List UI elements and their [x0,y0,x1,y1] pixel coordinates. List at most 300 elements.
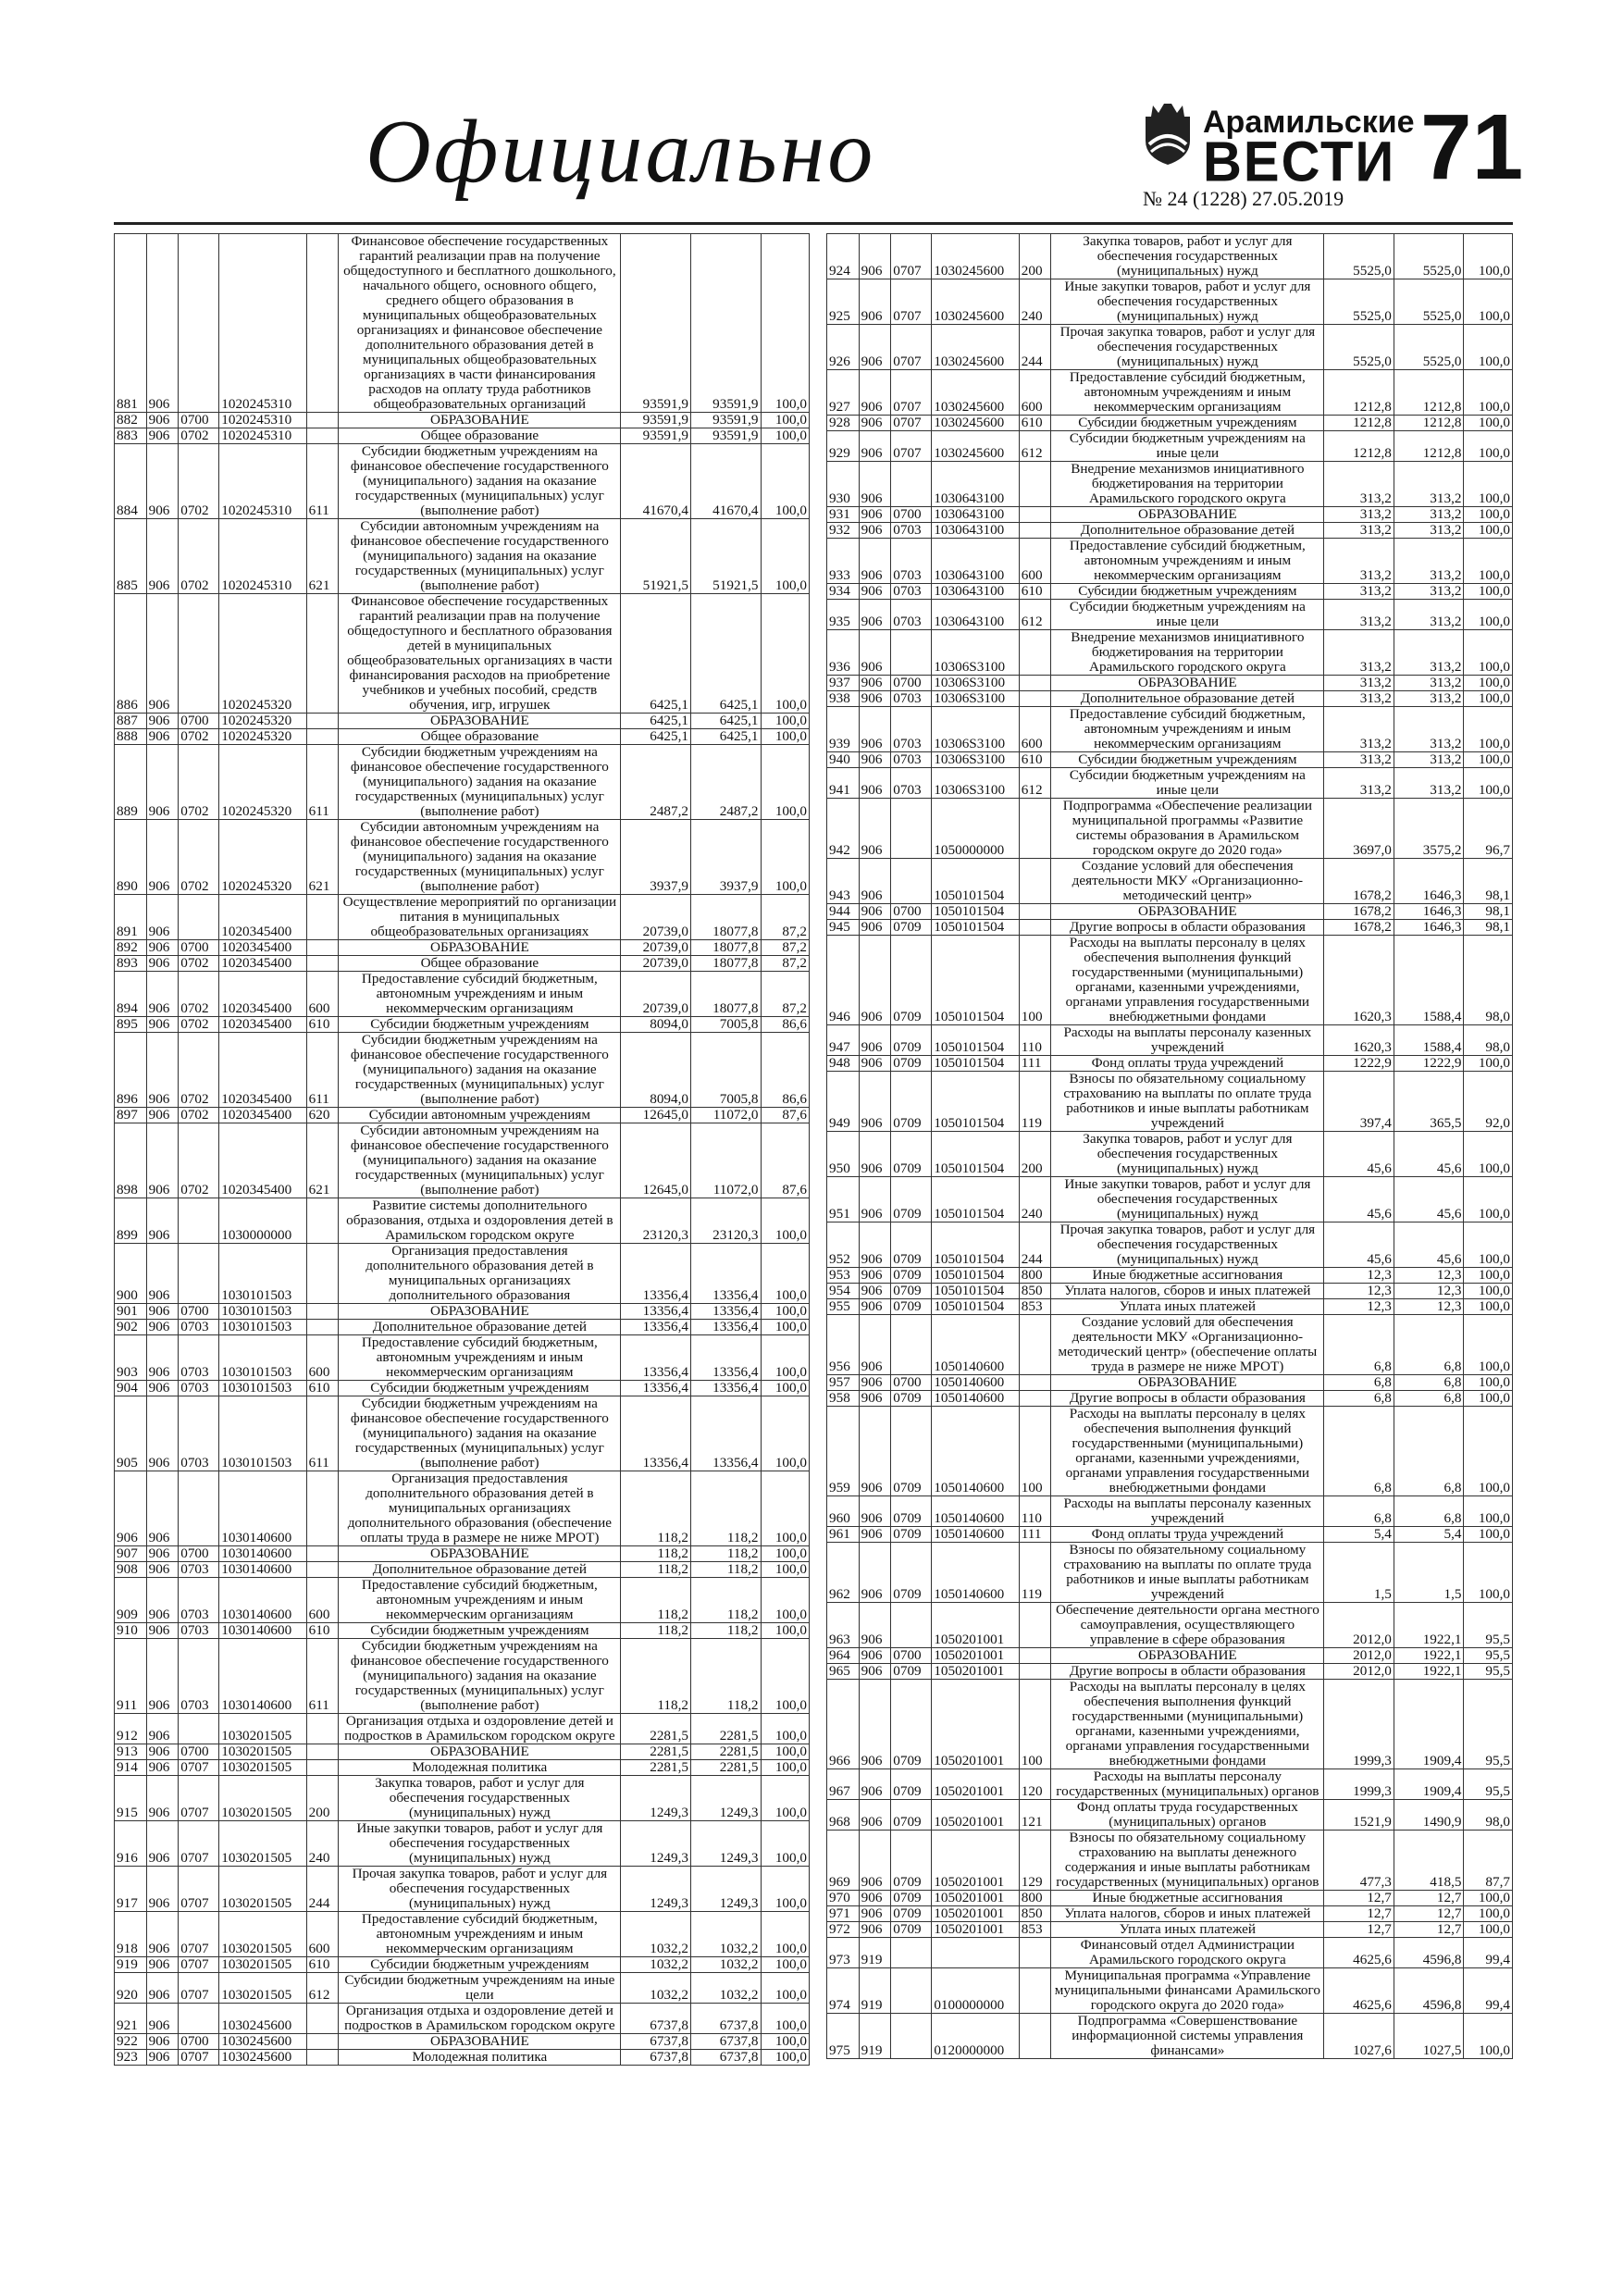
table-row [115,729,810,745]
admin-code: 906 [146,1912,179,1957]
expense-type: 611 [306,1033,339,1108]
expense-type [306,594,339,714]
target-code: 1030101503 [219,1244,306,1304]
planned-amount: 118,2 [621,1578,691,1623]
planned-amount: 1620,3 [1324,1025,1394,1056]
item-name: ОБРАЗОВАНИЕ [1051,676,1324,691]
section-code: 0709 [891,1222,932,1268]
target-code: 1030643100 [932,462,1019,507]
row-number: 974 [827,1968,860,2014]
section-code: 0703 [179,1381,219,1396]
row-number: 931 [827,507,860,523]
planned-amount: 6425,1 [621,729,691,745]
expense-type [1019,1315,1051,1375]
executed-amount: 2281,5 [691,1744,762,1760]
admin-code: 906 [146,519,179,594]
row-number: 890 [115,820,147,895]
admin-code: 906 [859,1527,891,1543]
executed-amount: 23120,3 [691,1198,762,1244]
admin-code: 906 [146,1244,179,1304]
target-code: 1030140600 [219,1562,306,1578]
section-code: 0700 [891,507,932,523]
table-row [827,1222,1513,1268]
table-row [827,1407,1513,1496]
executed-amount: 1027,5 [1394,2014,1464,2059]
item-name: Взносы по обязательному социальному страхованию на выплаты по оплате труда работников и иные выплаты работникам учреждений [1051,1543,1324,1603]
expense-type [1019,1938,1051,1968]
executed-amount: 11072,0 [691,1108,762,1123]
executed-amount: 313,2 [1394,507,1464,523]
item-name: Создание условий для обеспечения деятельности МКУ «Организационно-методический центр» [1051,859,1324,904]
planned-amount: 45,6 [1324,1222,1394,1268]
execution-percent: 100,0 [1464,279,1513,325]
planned-amount: 3697,0 [1324,799,1394,859]
executed-amount: 13356,4 [691,1381,762,1396]
item-name: Субсидии бюджетным учреждениям на иные цели [1051,600,1324,630]
executed-amount: 313,2 [1394,676,1464,691]
planned-amount: 13356,4 [621,1396,691,1471]
table-row [827,1177,1513,1222]
item-name: Прочая закупка товаров, работ и услуг для обеспечения государственных (муниципальных) нужд [339,1867,621,1912]
planned-amount: 397,4 [1324,1072,1394,1132]
table-row [827,768,1513,799]
table-row [115,2034,810,2050]
planned-amount: 2012,0 [1324,1603,1394,1648]
executed-amount: 5,4 [1394,1527,1464,1543]
admin-code: 906 [859,279,891,325]
target-code: 1020245310 [219,519,306,594]
section-code: 0700 [179,1304,219,1320]
table-row [827,799,1513,859]
executed-amount: 41670,4 [691,444,762,519]
item-name: Финансовое обеспечение государственных гарантий реализации прав на получение общедоступного и бесплатного образования детей в муниципальных общеобразовательных организациях в части финансирования расходов на приобретение учебников и учебных пособий, средств обучения, игр, игрушек [339,594,621,714]
planned-amount: 313,2 [1324,462,1394,507]
expense-type: 610 [306,1381,339,1396]
target-code: 1030101503 [219,1396,306,1471]
item-name: Иные закупки товаров, работ и услуг для обеспечения государственных (муниципальных) нужд [339,1821,621,1867]
row-number: 899 [115,1198,147,1244]
executed-amount: 45,6 [1394,1132,1464,1177]
target-code: 1050140600 [932,1496,1019,1527]
executed-amount: 118,2 [691,1623,762,1639]
planned-amount: 1032,2 [621,1973,691,2004]
execution-percent: 98,0 [1464,1800,1513,1831]
executed-amount: 13356,4 [691,1335,762,1381]
row-number: 884 [115,444,147,519]
admin-code: 906 [146,714,179,729]
expense-type: 853 [1019,1299,1051,1315]
admin-code: 906 [146,1714,179,1744]
row-number: 935 [827,600,860,630]
item-name: Субсидии бюджетным учреждениям на иные цели [339,1973,621,2004]
admin-code: 906 [859,370,891,416]
admin-code: 906 [859,1543,891,1603]
planned-amount: 1249,3 [621,1776,691,1821]
section-code: 0702 [179,972,219,1017]
planned-amount: 1678,2 [1324,904,1394,920]
target-code: 1030201505 [219,1912,306,1957]
table-row [115,1123,810,1198]
expense-type [306,940,339,956]
item-name: Субсидии бюджетным учреждениям [1051,584,1324,600]
expense-type [1019,1664,1051,1680]
admin-code: 906 [146,956,179,972]
execution-percent: 100,0 [1464,1527,1513,1543]
execution-percent: 100,0 [761,234,809,413]
target-code: 1050101504 [932,1222,1019,1268]
target-code: 1020345400 [219,940,306,956]
section-code: 0709 [891,1527,932,1543]
target-code: 10306S3100 [932,707,1019,752]
item-name: Организация предоставления дополнительного образования детей в муниципальных организациях дополнительного образования [339,1244,621,1304]
execution-percent: 100,0 [1464,507,1513,523]
section-code: 0709 [891,1284,932,1299]
item-name: Закупка товаров, работ и услуг для обеспечения государственных (муниципальных) нужд [1051,234,1324,279]
execution-percent: 100,0 [761,2004,809,2034]
item-name: Фонд оплаты труда учреждений [1051,1056,1324,1072]
item-name: ОБРАЗОВАНИЕ [339,1546,621,1562]
expense-type: 800 [1019,1891,1051,1906]
executed-amount: 6,8 [1394,1391,1464,1407]
target-code: 1050140600 [932,1543,1019,1603]
table-row [827,1496,1513,1527]
target-code: 1030201505 [219,1867,306,1912]
expense-type: 621 [306,820,339,895]
admin-code: 906 [146,1381,179,1396]
target-code: 1050140600 [932,1315,1019,1375]
row-number: 883 [115,428,147,444]
target-code: 1030643100 [932,523,1019,539]
row-number: 970 [827,1891,860,1906]
section-code: 0707 [179,1973,219,2004]
execution-percent: 100,0 [1464,1407,1513,1496]
section-code [891,1315,932,1375]
expense-type: 111 [1019,1056,1051,1072]
row-number: 892 [115,940,147,956]
row-number: 901 [115,1304,147,1320]
row-number: 902 [115,1320,147,1335]
planned-amount: 1999,3 [1324,1769,1394,1800]
execution-percent: 100,0 [1464,584,1513,600]
row-number: 965 [827,1664,860,1680]
executed-amount: 1249,3 [691,1776,762,1821]
planned-amount: 12,3 [1324,1299,1394,1315]
expense-type: 119 [1019,1543,1051,1603]
target-code: 1020245320 [219,714,306,729]
expense-type [306,1320,339,1335]
target-code: 1030245600 [932,416,1019,431]
executed-amount: 1032,2 [691,1957,762,1973]
section-code: 0707 [179,2050,219,2066]
admin-code: 906 [146,413,179,428]
execution-percent: 100,0 [761,1973,809,2004]
item-name: Общее образование [339,956,621,972]
executed-amount: 5525,0 [1394,234,1464,279]
row-number: 913 [115,1744,147,1760]
admin-code: 906 [859,768,891,799]
execution-percent: 100,0 [761,2034,809,2050]
planned-amount: 93591,9 [621,234,691,413]
executed-amount: 3937,9 [691,820,762,895]
item-name: Уплата иных платежей [1051,1922,1324,1938]
coat-of-arms-icon [1140,100,1196,167]
section-code: 0703 [179,1578,219,1623]
target-code: 0100000000 [932,1968,1019,2014]
section-code [179,895,219,940]
admin-code: 906 [146,2034,179,2050]
executed-amount: 6,8 [1394,1407,1464,1496]
section-code: 0703 [891,768,932,799]
expense-type [306,1198,339,1244]
item-name: Закупка товаров, работ и услуг для обеспечения государственных (муниципальных) нужд [1051,1132,1324,1177]
admin-code: 906 [146,2004,179,2034]
issue-info: № 24 (1228) 27.05.2019 [1143,187,1344,210]
admin-code: 906 [859,1391,891,1407]
admin-code: 906 [146,972,179,1017]
admin-code: 906 [146,2050,179,2066]
target-code: 1030201505 [219,1744,306,1760]
table-row [827,1603,1513,1648]
table-row [115,1867,810,1912]
item-name: ОБРАЗОВАНИЕ [1051,904,1324,920]
row-number: 972 [827,1922,860,1938]
admin-code: 906 [146,1957,179,1973]
executed-amount: 6425,1 [691,714,762,729]
item-name: Субсидии бюджетным учреждениям на финансовое обеспечение государственного (муниципального) задания на оказание государственных (муниципальных) услуг (выполнение работ) [339,1639,621,1714]
item-name: Молодежная политика [339,2050,621,2066]
table-row [827,752,1513,768]
target-code: 1050101504 [932,1177,1019,1222]
row-number: 956 [827,1315,860,1375]
expense-type: 244 [306,1867,339,1912]
executed-amount: 118,2 [691,1471,762,1546]
expense-type [306,714,339,729]
executed-amount: 313,2 [1394,523,1464,539]
row-number: 916 [115,1821,147,1867]
admin-code: 906 [146,1471,179,1546]
item-name: Расходы на выплаты персоналу государственных (муниципальных) органов [1051,1769,1324,1800]
table-row [115,895,810,940]
expense-type [306,1244,339,1304]
row-number: 898 [115,1123,147,1198]
target-code: 1050101504 [932,920,1019,936]
item-name: Субсидии автономным учреждениям на финансовое обеспечение государственного (муниципального) задания на оказание государственных (муниципальных) услуг (выполнение работ) [339,820,621,895]
execution-percent: 100,0 [761,1623,809,1639]
section-code: 0709 [891,1680,932,1769]
section-code: 0709 [891,936,932,1025]
admin-code: 906 [859,1800,891,1831]
expense-type [1019,1648,1051,1664]
executed-amount: 1212,8 [1394,416,1464,431]
row-number: 896 [115,1033,147,1108]
item-name: Субсидии бюджетным учреждениям [339,1381,621,1396]
item-name: Субсидии бюджетным учреждениям на финансовое обеспечение государственного (муниципального) задания на оказание государственных (муниципальных) услуг (выполнение работ) [339,745,621,820]
section-code: 0703 [179,1623,219,1639]
planned-amount: 1249,3 [621,1821,691,1867]
target-code: 10306S3100 [932,630,1019,676]
planned-amount: 1027,6 [1324,2014,1394,2059]
executed-amount: 1212,8 [1394,431,1464,462]
section-code [891,1968,932,2014]
item-name: Субсидии бюджетным учреждениям [1051,416,1324,431]
executed-amount: 1490,9 [1394,1800,1464,1831]
table-row [827,1315,1513,1375]
planned-amount: 51921,5 [621,519,691,594]
execution-percent: 100,0 [1464,325,1513,370]
planned-amount: 12,3 [1324,1268,1394,1284]
page-number: 71 [1420,95,1524,199]
target-code: 1020245310 [219,413,306,428]
target-code: 1030643100 [932,539,1019,584]
item-name: Дополнительное образование детей [1051,691,1324,707]
execution-percent: 92,0 [1464,1072,1513,1132]
planned-amount: 118,2 [621,1639,691,1714]
section-code: 0709 [891,1922,932,1938]
executed-amount: 2487,2 [691,745,762,820]
admin-code: 906 [859,1496,891,1527]
item-name: Финансовый отдел Администрации Арамильского городского округа [1051,1938,1324,1968]
row-number: 933 [827,539,860,584]
table-row [115,594,810,714]
admin-code: 906 [859,325,891,370]
execution-percent: 100,0 [761,729,809,745]
row-number: 967 [827,1769,860,1800]
execution-percent: 100,0 [1464,1922,1513,1938]
admin-code: 906 [859,600,891,630]
execution-percent: 100,0 [1464,462,1513,507]
executed-amount: 1032,2 [691,1912,762,1957]
executed-amount: 5525,0 [1394,279,1464,325]
table-row [115,1744,810,1760]
section-code: 0709 [891,1906,932,1922]
target-code: 1030140600 [219,1546,306,1562]
item-name: Фонд оплаты труда учреждений [1051,1527,1324,1543]
target-code: 1050201001 [932,1800,1019,1831]
admin-code: 906 [146,1760,179,1776]
section-code: 0702 [179,519,219,594]
execution-percent: 98,1 [1464,920,1513,936]
executed-amount: 313,2 [1394,600,1464,630]
admin-code: 906 [859,431,891,462]
row-number: 947 [827,1025,860,1056]
planned-amount: 6737,8 [621,2004,691,2034]
planned-amount: 4625,6 [1324,1968,1394,2014]
execution-percent: 100,0 [761,1546,809,1562]
planned-amount: 2281,5 [621,1744,691,1760]
section-code: 0700 [179,2034,219,2050]
section-code [891,859,932,904]
section-code: 0700 [891,904,932,920]
item-name: ОБРАЗОВАНИЕ [1051,1648,1324,1664]
target-code: 1020245320 [219,594,306,714]
execution-percent: 100,0 [1464,1177,1513,1222]
expense-type [1019,462,1051,507]
table-row [115,1335,810,1381]
target-code: 1020345400 [219,1108,306,1123]
page-header [0,0,1623,236]
table-row [115,1546,810,1562]
section-code [891,2014,932,2059]
expense-type [1019,859,1051,904]
item-name: Субсидии автономным учреждениям на финансовое обеспечение государственного (муниципального) задания на оказание государственных (муниципальных) услуг (выполнение работ) [339,1123,621,1198]
target-code: 1050201001 [932,1922,1019,1938]
executed-amount: 4596,8 [1394,1968,1464,2014]
execution-percent: 100,0 [761,519,809,594]
section-code: 0702 [179,1033,219,1108]
admin-code: 906 [146,1198,179,1244]
row-number: 929 [827,431,860,462]
executed-amount: 313,2 [1394,462,1464,507]
planned-amount: 1222,9 [1324,1056,1394,1072]
planned-amount: 1032,2 [621,1957,691,1973]
table-row [827,1938,1513,1968]
section-code: 0702 [179,745,219,820]
planned-amount: 6425,1 [621,714,691,729]
item-name: Взносы по обязательному социальному страхованию на выплаты по оплате труда работников и иные выплаты работникам учреждений [1051,1072,1324,1132]
expense-type: 621 [306,1123,339,1198]
target-code: 1050201001 [932,1664,1019,1680]
section-code: 0703 [891,584,932,600]
table-row [827,523,1513,539]
executed-amount: 11072,0 [691,1123,762,1198]
executed-amount: 313,2 [1394,768,1464,799]
expense-type [306,1304,339,1320]
expense-type [1019,1375,1051,1391]
item-name: Подпрограмма «Совершенствование информационной системы управления финансами» [1051,2014,1324,2059]
planned-amount: 1678,2 [1324,920,1394,936]
item-name: Фонд оплаты труда государственных (муниципальных) органов [1051,1800,1324,1831]
row-number: 925 [827,279,860,325]
executed-amount: 45,6 [1394,1222,1464,1268]
row-number: 895 [115,1017,147,1033]
expense-type: 800 [1019,1268,1051,1284]
section-code [891,1938,932,1968]
planned-amount: 45,6 [1324,1132,1394,1177]
planned-amount: 20739,0 [621,895,691,940]
target-code: 1030140600 [219,1471,306,1546]
item-name: Уплата налогов, сборов и иных платежей [1051,1906,1324,1922]
table-row [115,1471,810,1546]
admin-code: 906 [859,1299,891,1315]
expense-type [1019,507,1051,523]
planned-amount: 13356,4 [621,1244,691,1304]
expense-type [1019,1391,1051,1407]
row-number: 886 [115,594,147,714]
table-row [827,936,1513,1025]
target-code: 1030245600 [932,234,1019,279]
admin-code: 906 [146,895,179,940]
expense-type [306,1562,339,1578]
item-name: Предоставление субсидий бюджетным, автономным учреждениям и иным некоммерческим организациям [339,1912,621,1957]
admin-code: 906 [859,1025,891,1056]
table-row [827,1680,1513,1769]
execution-percent: 100,0 [1464,752,1513,768]
row-number: 959 [827,1407,860,1496]
item-name: Субсидии автономным учреждениям на финансовое обеспечение государственного (муниципального) задания на оказание государственных (муниципальных) услуг (выполнение работ) [339,519,621,594]
executed-amount: 18077,8 [691,956,762,972]
item-name: Внедрение механизмов инициативного бюджетирования на территории Арамильского городского округа [1051,462,1324,507]
executed-amount: 1646,3 [1394,904,1464,920]
executed-amount: 365,5 [1394,1072,1464,1132]
section-code: 0707 [179,1957,219,1973]
planned-amount: 1999,3 [1324,1680,1394,1769]
admin-code: 906 [859,416,891,431]
execution-percent: 96,7 [1464,799,1513,859]
execution-percent: 100,0 [1464,1284,1513,1299]
row-number: 909 [115,1578,147,1623]
admin-code: 906 [146,1578,179,1623]
executed-amount: 12,3 [1394,1299,1464,1315]
